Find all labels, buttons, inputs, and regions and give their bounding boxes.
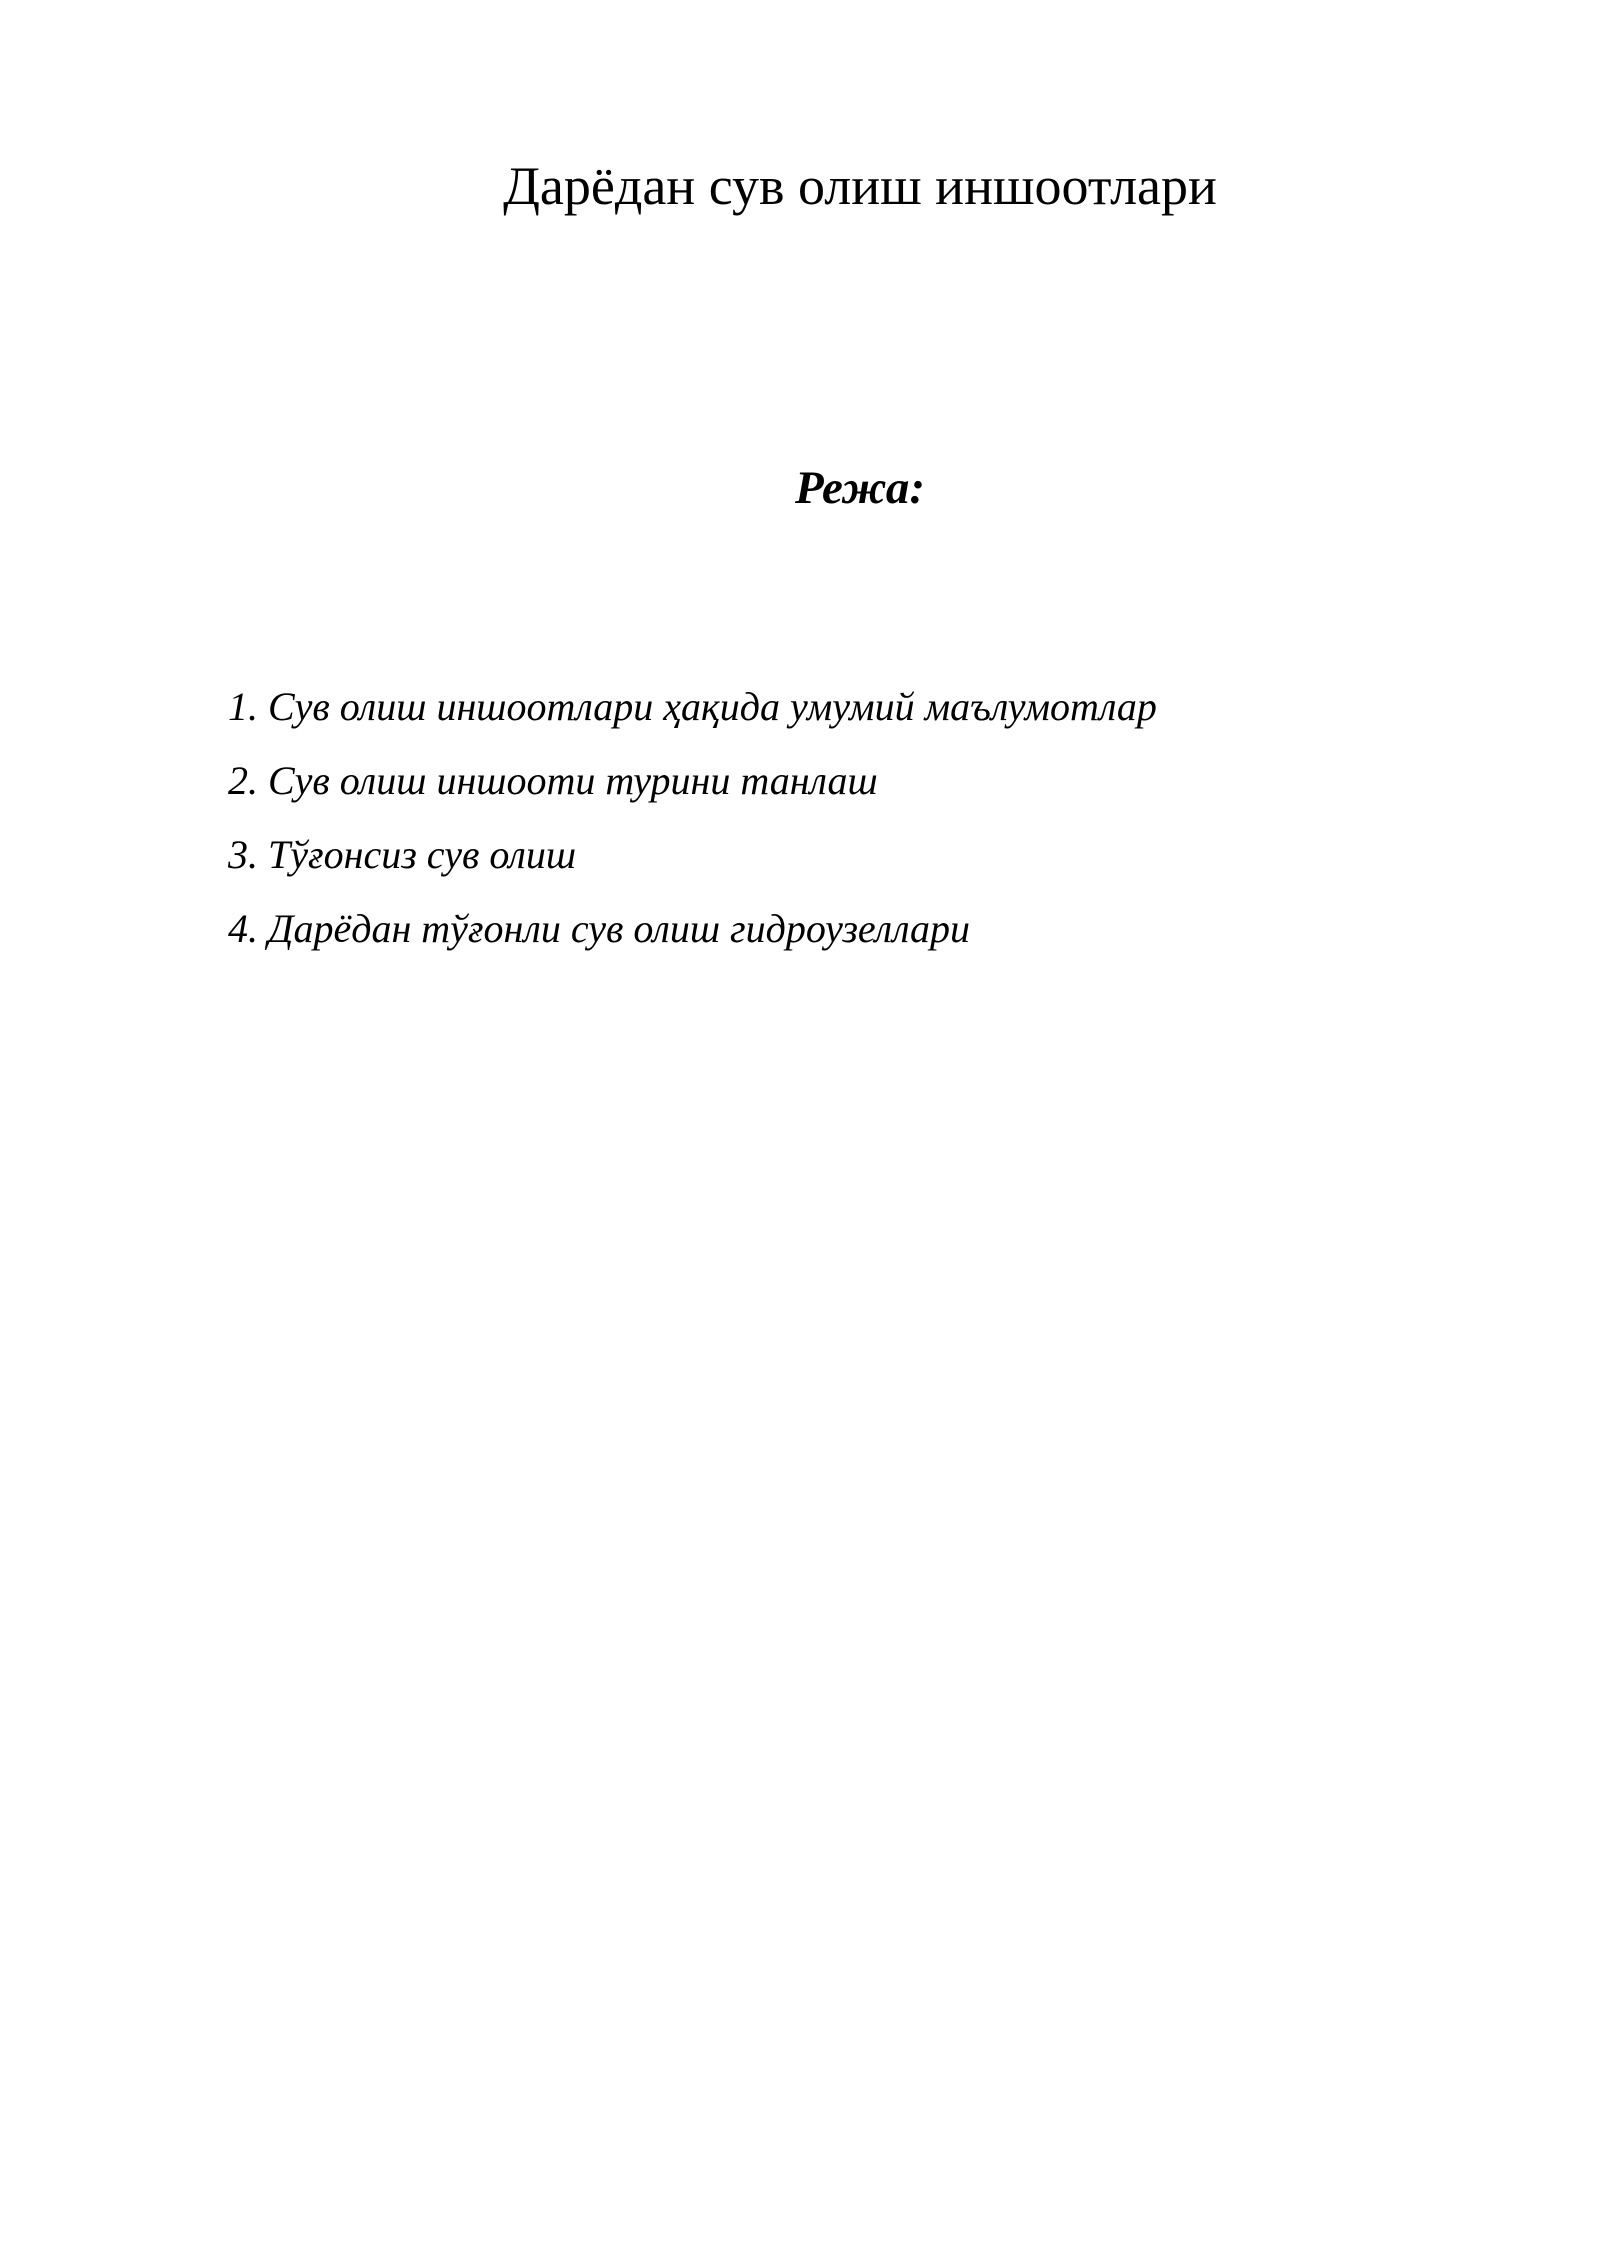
plan-item — [228, 744, 1428, 818]
plan-item — [228, 892, 1428, 966]
plan-item-number: 1. — [228, 684, 258, 729]
plan-list — [228, 670, 1428, 966]
document-title: Дарёдан сув олиш иншоотлари — [503, 156, 1217, 216]
plan-item-text: Сув олиш иншоотлари ҳақида умумий маълумотлар — [268, 684, 1157, 729]
plan-item — [228, 818, 1428, 892]
plan-item-number: 2. — [228, 758, 258, 803]
plan-item-text: Сув олиш иншооти турини танлаш — [268, 758, 878, 803]
plan-item-number: 3. — [228, 832, 258, 877]
plan-item-text: Дарёдан тўғонли сув олиш гидроузеллари — [268, 906, 971, 951]
plan-heading: Режа: — [795, 462, 925, 514]
plan-item-text: Тўғонсиз сув олиш — [268, 832, 577, 877]
plan-item-number: 4. — [228, 906, 258, 951]
plan-item — [228, 670, 1428, 744]
